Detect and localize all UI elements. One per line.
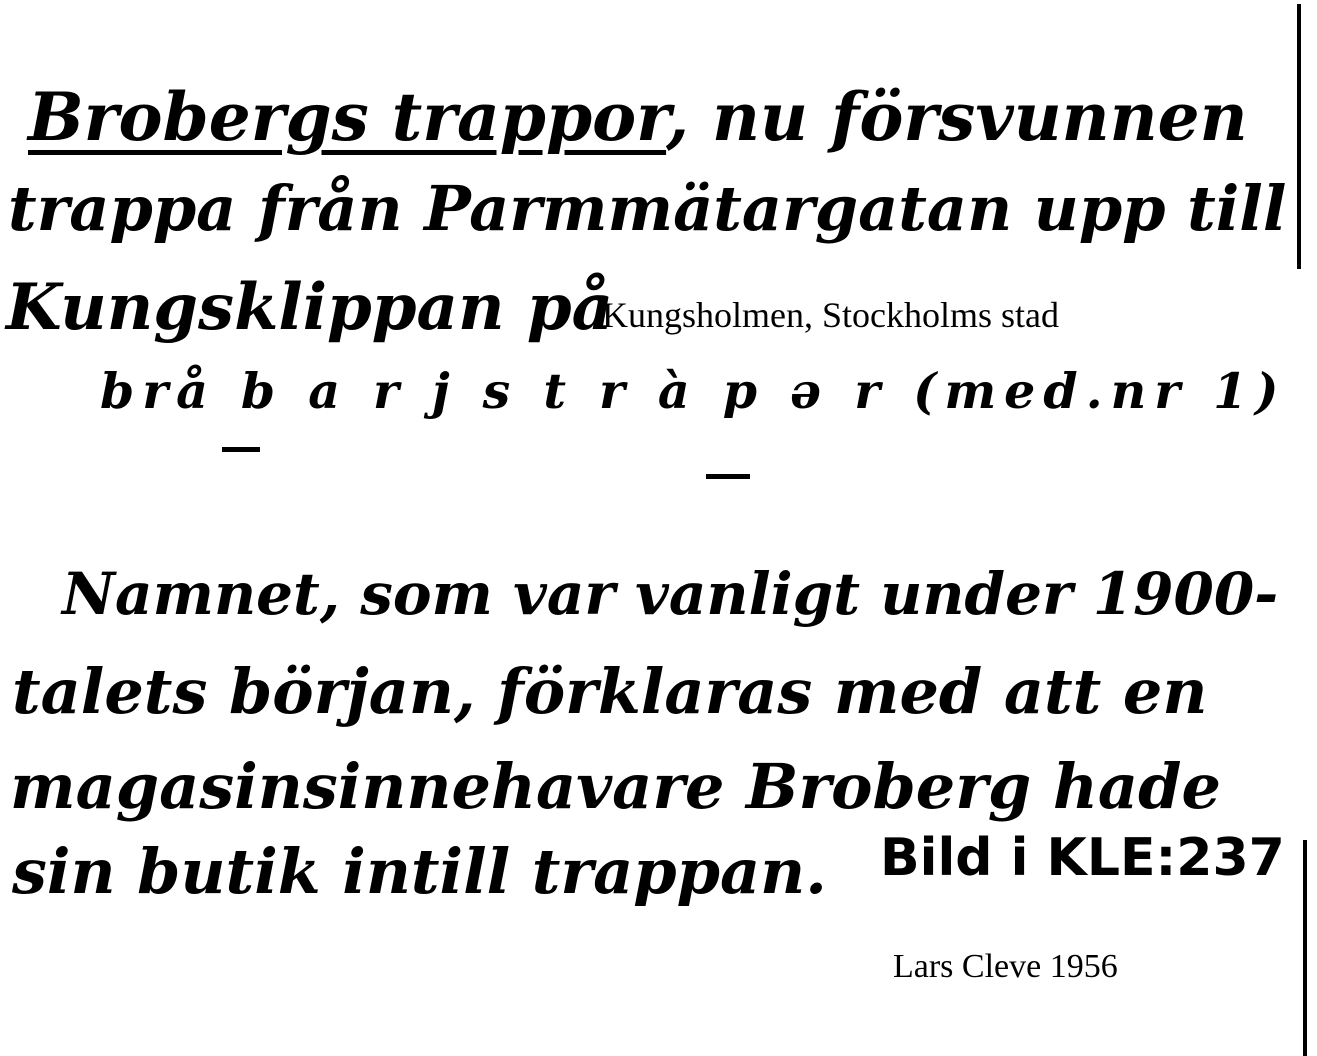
phonetic-underline-2: [706, 474, 750, 479]
card-edge-line-top: [1297, 4, 1301, 269]
card-line-7: magasinsinnehavare Broberg hade: [10, 750, 1221, 823]
author-signature: Lars Cleve 1956: [893, 948, 1118, 985]
card-line-1: [28, 78, 1248, 156]
card-line-3: Kungsklippan på: [6, 270, 614, 345]
card-line-2: trappa från Parmmätargatan upp till: [8, 172, 1287, 245]
card-line-1-rest: , nu försvunnen: [666, 78, 1248, 156]
place-name: Brobergs trappor: [28, 78, 667, 156]
card-line-8: sin butik intill trappan.: [12, 835, 827, 908]
phonetic-transcription: brå b a r j s t r à p ə r (med.nr 1): [100, 362, 1287, 420]
card-edge-line-bottom: [1303, 840, 1307, 1056]
card-line-5: Namnet, som var vanligt under 1900-: [62, 560, 1279, 628]
phonetic-underline-1: [222, 447, 260, 452]
printed-location: Kungsholmen, Stockholms stad: [602, 295, 1059, 335]
image-reference: Bild i KLE:237: [880, 828, 1285, 888]
card-line-6: talets början, förklaras med att en: [12, 655, 1208, 728]
